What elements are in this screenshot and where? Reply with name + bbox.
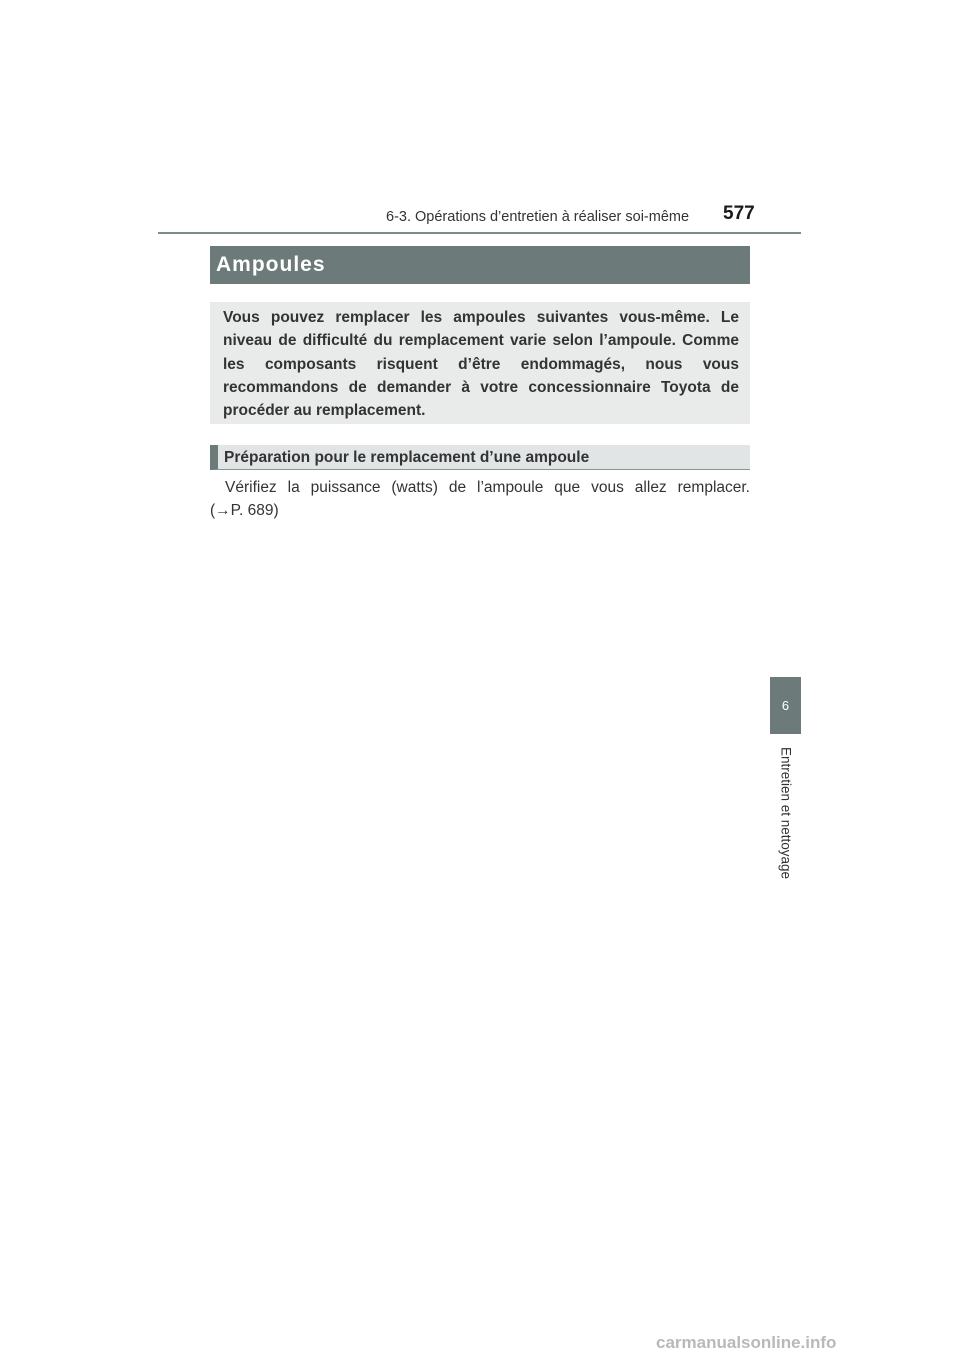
body-paragraph	[210, 477, 750, 522]
chapter-tab	[770, 677, 801, 734]
watermark: carmanualsonline.info	[656, 1333, 837, 1352]
chapter-label: Entretien et nettoyage	[778, 746, 794, 880]
section-title-banner: Ampoules	[210, 246, 750, 284]
page-reference: (→P. 689)	[210, 501, 279, 519]
page-number: 577	[723, 203, 755, 224]
body-line-1: Vérifiez la puissance (watts) de l’ampoule que vous allez remplacer.	[225, 479, 750, 496]
chapter-number: 6	[781, 698, 790, 713]
subsection-heading: Préparation pour le remplacement d’une ampoule	[210, 445, 750, 470]
intro-box: Vous pouvez remplacer les ampoules suivantes vous-même. Le niveau de difficulté du remplacement varie selon l’ampoule. Comme les composants risquent d’être endommagés, nous vous recommandons de demander à votre concessionnaire Toyota de procéder au remplacement.	[210, 302, 750, 424]
header-rule	[158, 232, 801, 234]
running-header-section-title: 6-3. Opérations d’entretien à réaliser soi-même	[386, 209, 690, 225]
